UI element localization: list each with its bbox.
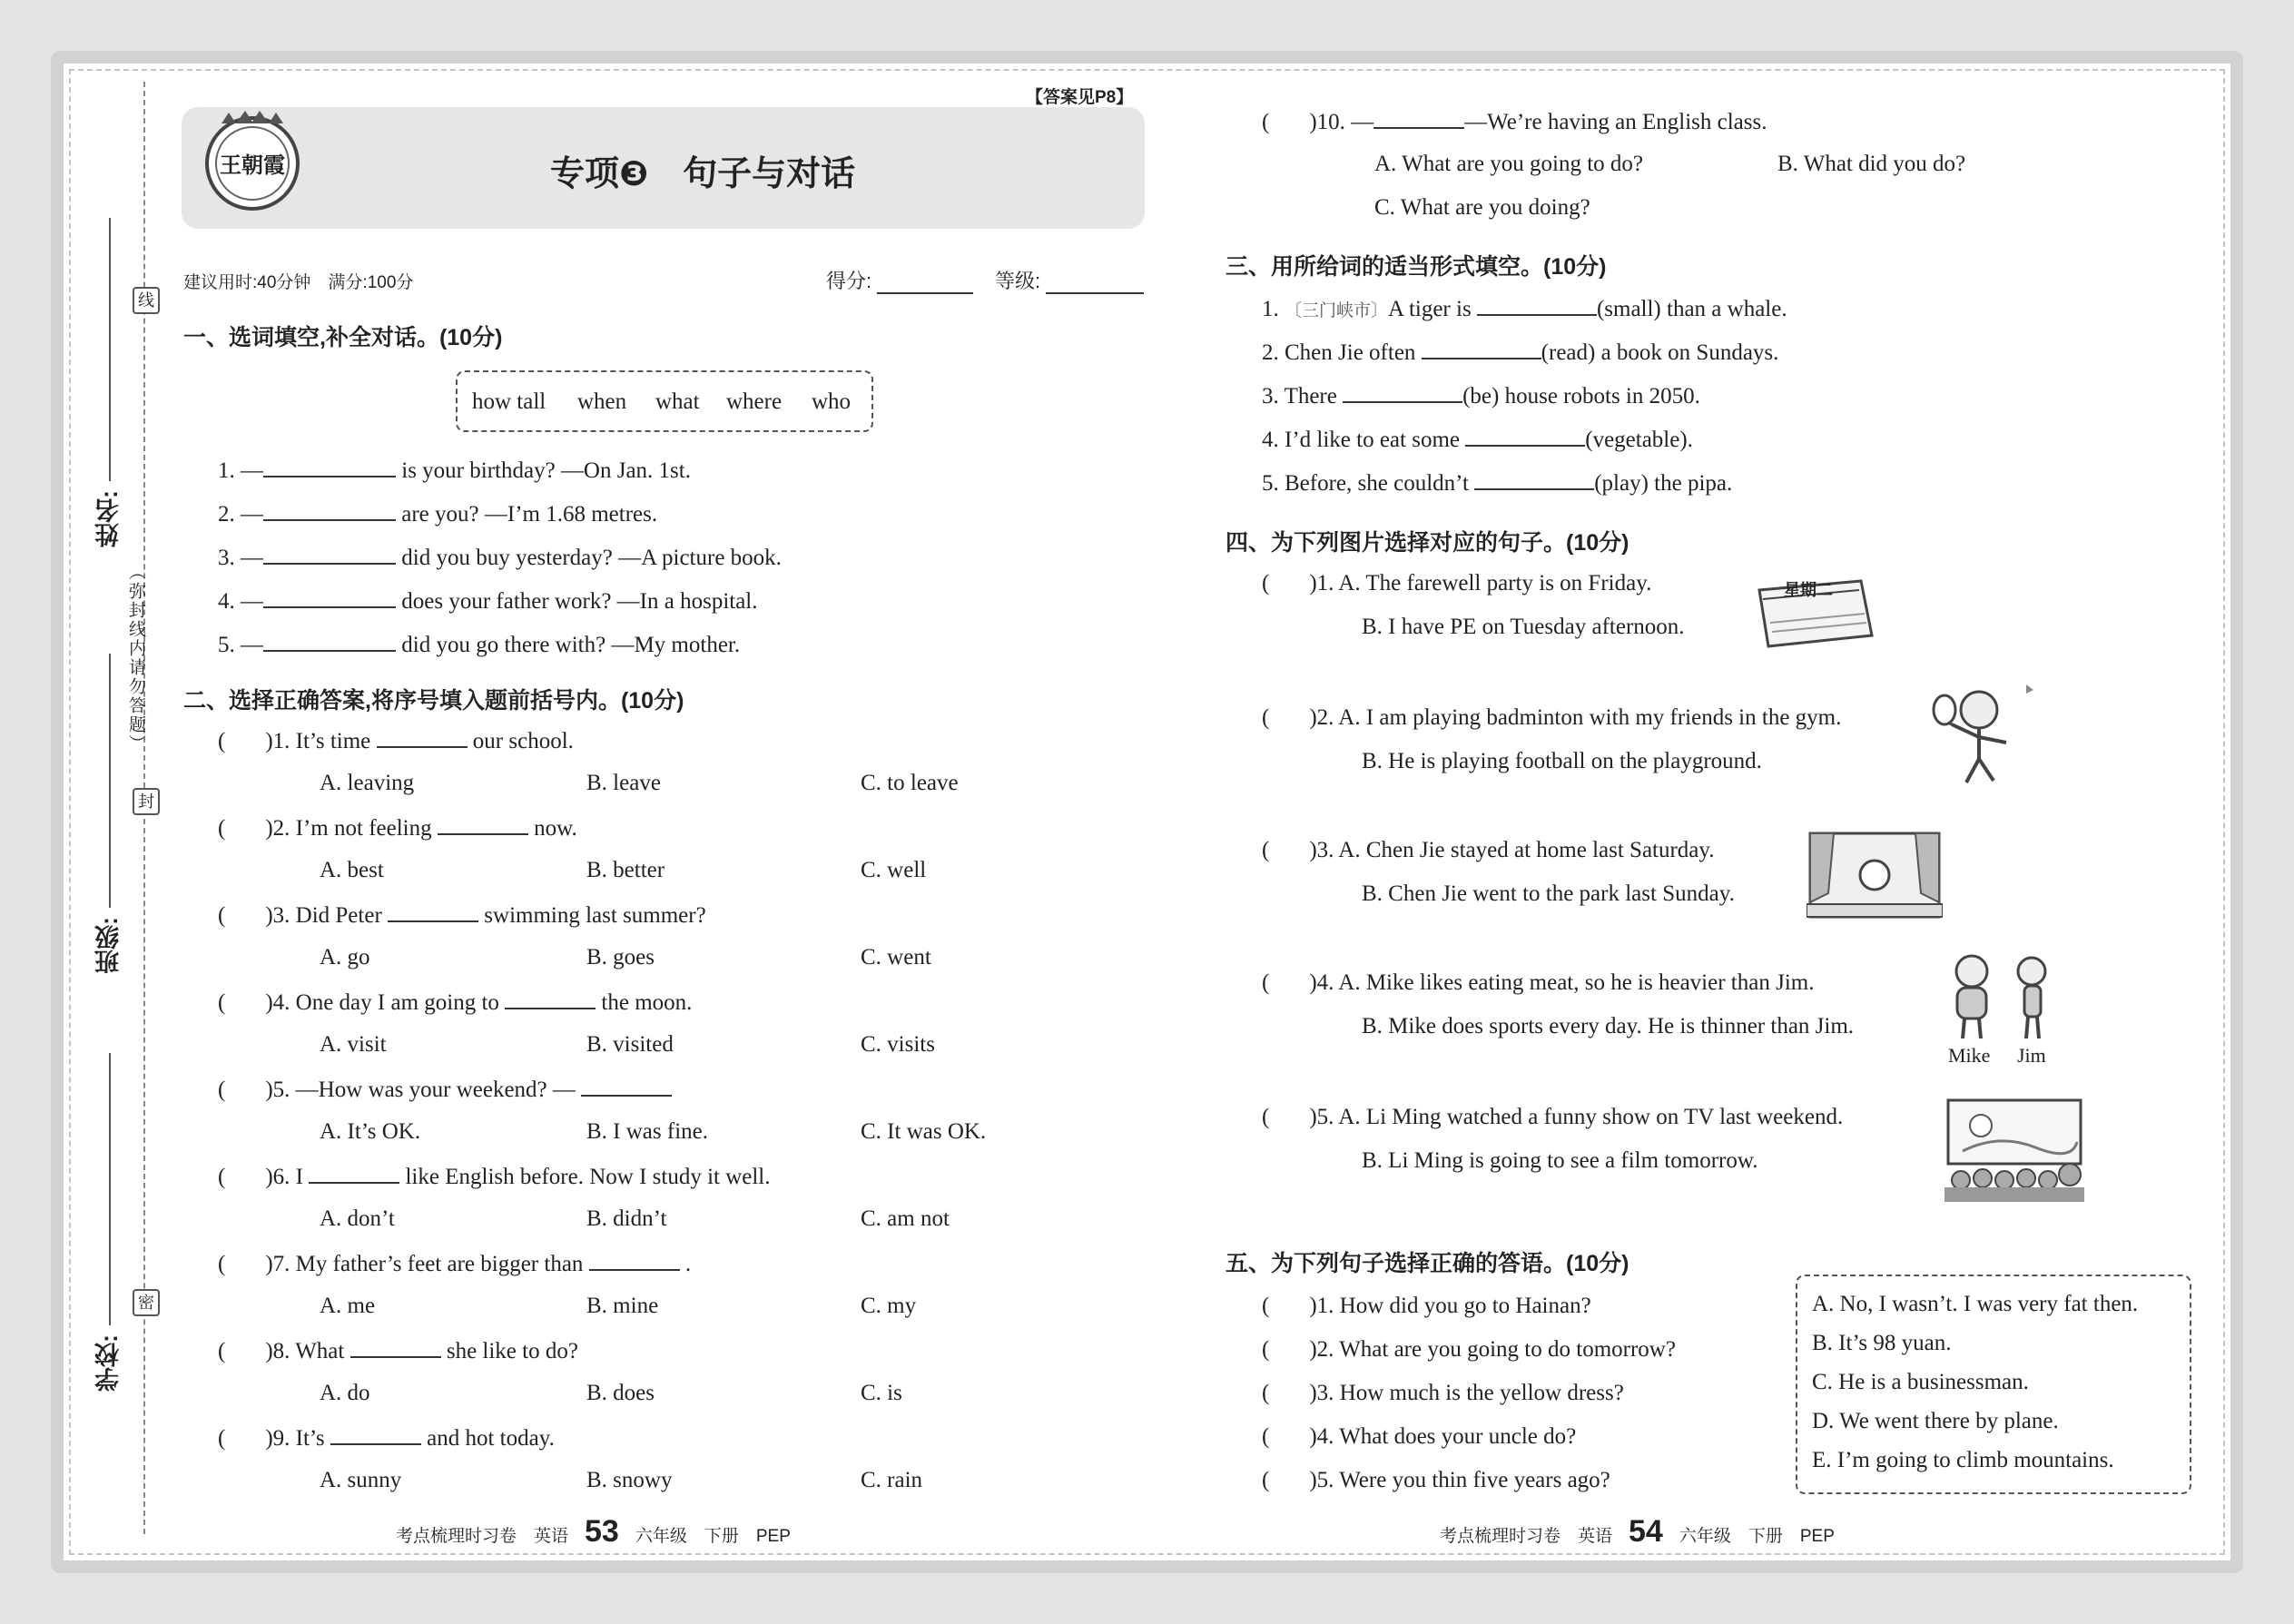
option-b: B. mine <box>586 1294 659 1318</box>
option-a: )4. A. Mike likes eating meat, so he is heavier than Jim. <box>1309 970 1815 995</box>
question-stem: )9. It’s <box>265 1426 325 1451</box>
item-num: 1. <box>1262 297 1279 321</box>
item-text-end: (small) than a whale. <box>1596 297 1787 321</box>
option-a: A. best <box>320 858 384 882</box>
binding-char-mi: 密 <box>133 1289 160 1316</box>
mc-question: ( )1. It’s time our school. <box>218 726 574 755</box>
cinema-image <box>1944 1097 2084 1202</box>
binding-char-feng: 封 <box>133 788 160 815</box>
pic-question: ( )2. A. I am playing badminton with my friends in the gym. <box>1262 705 1842 730</box>
part3-item <box>1262 338 1778 367</box>
binding-note: （弥封线内请勿答题） <box>126 563 145 753</box>
footer-text: 考点梳理时习卷 英语 <box>396 1527 569 1546</box>
option-b: B. I have PE on Tuesday afternoon. <box>1362 615 1685 639</box>
logo-text: 王朝霞 <box>220 153 285 178</box>
footer-text: 考点梳理时习卷 英语 <box>1440 1527 1613 1546</box>
option-a: )2. A. I am playing badminton with my friends in the gym. <box>1309 705 1842 730</box>
item-text-end: (vegetable). <box>1585 428 1693 452</box>
name-label: 姓名: <box>95 490 123 547</box>
question-stem: )4. One day I am going to <box>265 990 499 1015</box>
question-text: )5. Were you thin five years ago? <box>1309 1468 1610 1492</box>
item-num: 5. — <box>218 633 263 657</box>
option-a: A. go <box>320 945 370 969</box>
question-stem-end: swimming last summer? <box>484 903 706 928</box>
item-num: 2. — <box>218 502 263 527</box>
answer-option: B. It’s 98 yuan. <box>1812 1331 1952 1355</box>
answer-ref: 【答案见P8】 <box>1026 88 1134 107</box>
mc-question: ( )10. — —We’re having an English class. <box>1262 107 1767 136</box>
option-b: B. didn’t <box>586 1206 667 1231</box>
question-stem: )5. —How was your weekend? — <box>265 1078 576 1102</box>
question-stem-end: she like to do? <box>446 1339 578 1363</box>
option-c: C. went <box>861 945 931 969</box>
class-blank <box>109 654 111 908</box>
school-blank <box>109 1053 111 1325</box>
option-a: )3. A. Chen Jie stayed at home last Saturday. <box>1309 838 1715 862</box>
item-text-end: (play) the pipa. <box>1594 471 1733 496</box>
section-title: 专项❸ 句子与对话 <box>550 155 856 193</box>
footer-text: 六年级 下册 PEP <box>1679 1527 1835 1546</box>
part3-item <box>1262 381 1700 410</box>
pic-question: ( )1. A. The farewell party is on Friday. <box>1262 571 1652 595</box>
item-text: did you buy yesterday? —A picture book. <box>401 546 782 570</box>
option-b: B. Mike does sports every day. He is thinner than Jim. <box>1362 1014 1855 1038</box>
match-question: ( )2. What are you going to do tomorrow? <box>1262 1337 1676 1362</box>
part1-item <box>218 543 782 572</box>
question-stem: )2. I’m not feeling <box>265 816 432 841</box>
question-text: )4. What does your uncle do? <box>1309 1424 1577 1449</box>
calendar-image <box>1752 572 1879 652</box>
option-c: C. am not <box>861 1206 950 1231</box>
option-a: A. don’t <box>320 1206 395 1231</box>
answer-option: C. He is a businessman. <box>1812 1370 2029 1394</box>
option-a: A. It’s OK. <box>320 1119 421 1144</box>
option-a: )5. A. Li Ming watched a funny show on TV last weekend. <box>1309 1105 1844 1129</box>
logo-badge <box>198 105 307 214</box>
match-question: ( )5. Were you thin five years ago? <box>1262 1468 1610 1492</box>
mc-question: ( )9. It’s and hot today. <box>218 1423 555 1452</box>
part5-title: 五、为下列句子选择正确的答语。(10分) <box>1226 1251 1629 1276</box>
name-blank <box>109 218 111 481</box>
answer-blank[interactable] <box>263 586 396 608</box>
answer-blank[interactable] <box>438 813 528 835</box>
option-c: C. to leave <box>861 771 959 795</box>
item-num: 3. — <box>218 546 263 570</box>
question-text: )1. How did you go to Hainan? <box>1309 1294 1591 1318</box>
answer-blank[interactable] <box>263 456 396 477</box>
item-text: Before, she couldn’t <box>1285 471 1469 496</box>
item-num: 4. <box>1262 428 1279 452</box>
option-a: A. What are you going to do? <box>1374 152 1643 176</box>
page-number: 53 <box>585 1514 619 1549</box>
answer-blank[interactable] <box>589 1249 680 1271</box>
item-text: did you go there with? —My mother. <box>401 633 741 657</box>
answer-blank[interactable] <box>350 1336 441 1358</box>
part3-title: 三、用所给词的适当形式填空。(10分) <box>1226 254 1607 280</box>
page-number: 54 <box>1629 1514 1663 1549</box>
score-label: 得分: <box>826 270 872 292</box>
answer-blank[interactable] <box>263 630 396 652</box>
match-question: ( )4. What does your uncle do? <box>1262 1424 1577 1449</box>
window-girl-image <box>1807 830 1943 920</box>
mc-question: ( )4. One day I am going to the moon. <box>218 988 692 1017</box>
answer-blank[interactable] <box>309 1162 399 1184</box>
item-num: 4. — <box>218 589 263 614</box>
item-num: 1. — <box>218 458 263 483</box>
answer-blank[interactable] <box>1477 294 1597 316</box>
question-stem-end: and hot today. <box>427 1426 555 1451</box>
option-b: B. snowy <box>586 1468 673 1492</box>
word-bank-word: where <box>726 389 783 414</box>
answer-blank[interactable] <box>1422 338 1541 359</box>
question-stem-end: —We’re having an English class. <box>1464 110 1767 134</box>
part3-item <box>1262 425 1693 454</box>
answer-blank[interactable] <box>1465 425 1585 447</box>
option-b: B. leave <box>586 771 661 795</box>
option-a: )1. A. The farewell party is on Friday. <box>1309 571 1652 595</box>
item-num: 5. <box>1262 471 1279 496</box>
item-text: There <box>1284 384 1337 408</box>
item-text-end: (read) a book on Sundays. <box>1541 340 1779 365</box>
footer-left <box>396 1514 791 1550</box>
option-b: B. He is playing football on the playground. <box>1362 749 1762 773</box>
option-c: C. well <box>861 858 927 882</box>
option-b: B. I was fine. <box>586 1119 708 1144</box>
school-label: 学校: <box>95 1334 123 1392</box>
option-c: C. rain <box>861 1468 923 1492</box>
part3-item <box>1262 294 1787 325</box>
pic-question: ( )5. A. Li Ming watched a funny show on TV last weekend. <box>1262 1105 1844 1129</box>
answer-blank[interactable] <box>377 726 468 748</box>
option-b: B. goes <box>586 945 655 969</box>
part1-title: 一、选词填空,补全对话。(10分) <box>183 325 503 350</box>
answer-blank[interactable] <box>1343 381 1462 403</box>
item-text: A tiger is <box>1388 297 1472 321</box>
option-a: A. leaving <box>320 771 415 795</box>
class-label: 班级: <box>95 917 123 974</box>
question-stem-end: like English before. Now I study it well. <box>405 1165 771 1189</box>
mike-label: Mike <box>1948 1044 1991 1067</box>
part4-title: 四、为下列图片选择对应的句子。(10分) <box>1226 530 1629 556</box>
part1-item <box>218 630 740 659</box>
mc-question: ( )6. I like English before. Now I study it well. <box>218 1162 771 1191</box>
answer-blank[interactable] <box>505 988 596 1009</box>
grade-blank <box>1046 292 1144 294</box>
item-num: 2. <box>1262 340 1279 365</box>
option-a: A. me <box>320 1294 376 1318</box>
mike-jim-image <box>1943 951 2061 1042</box>
answer-blank[interactable] <box>330 1423 421 1445</box>
match-question: ( )3. How much is the yellow dress? <box>1262 1381 1624 1405</box>
region-tag: 〔三门峡市〕 <box>1285 301 1389 320</box>
question-stem-end: . <box>684 1252 692 1276</box>
question-stem: )1. It’s time <box>265 729 371 753</box>
option-c: C. visits <box>861 1032 935 1057</box>
part2-title: 二、选择正确答案,将序号填入题前括号内。(10分) <box>183 688 684 714</box>
question-stem-end: now. <box>534 816 577 841</box>
option-b: B. What did you do? <box>1777 152 1966 176</box>
option-b: B. better <box>586 858 665 882</box>
option-c: C. my <box>861 1294 917 1318</box>
option-b: B. does <box>586 1381 655 1405</box>
meta-time: 建议用时:40分钟 满分:100分 <box>183 273 414 292</box>
question-text: )3. How much is the yellow dress? <box>1309 1381 1624 1405</box>
option-c: C. What are you doing? <box>1374 195 1590 220</box>
mc-question: ( )5. —How was your weekend? — <box>218 1075 672 1104</box>
item-text: Chen Jie often <box>1285 340 1416 365</box>
footer-right <box>1440 1514 1835 1550</box>
answer-blank[interactable] <box>581 1075 672 1097</box>
answer-blank[interactable] <box>263 543 396 565</box>
mc-question: ( )3. Did Peter swimming last summer? <box>218 901 706 930</box>
score-blank <box>877 292 973 294</box>
question-stem: )10. — <box>1309 110 1374 134</box>
footer-text: 六年级 下册 PEP <box>635 1527 791 1546</box>
pic-question: ( )4. A. Mike likes eating meat, so he is heavier than Jim. <box>1262 970 1815 995</box>
mc-question: ( )2. I’m not feeling now. <box>218 813 577 842</box>
part1-item <box>218 586 758 615</box>
question-stem: )6. I <box>265 1165 303 1189</box>
option-c: C. is <box>861 1381 902 1405</box>
binding-char-xian: 线 <box>133 287 160 314</box>
item-text: is your birthday? —On Jan. 1st. <box>401 458 691 483</box>
mc-question: ( )7. My father’s feet are bigger than . <box>218 1249 691 1278</box>
option-c: C. It was OK. <box>861 1119 987 1144</box>
word-bank-word: when <box>577 389 627 414</box>
grade-label: 等级: <box>995 270 1041 292</box>
part3-item <box>1262 468 1732 497</box>
option-b: B. Li Ming is going to see a film tomorrow. <box>1362 1148 1758 1173</box>
item-text: does your father work? —In a hospital. <box>401 589 758 614</box>
calendar-text: 星期二 <box>1784 581 1833 600</box>
pic-question: ( )3. A. Chen Jie stayed at home last Saturday. <box>1262 838 1715 862</box>
question-stem: )8. What <box>265 1339 345 1363</box>
item-text: I’d like to eat some <box>1285 428 1460 452</box>
mc-question: ( )8. What she like to do? <box>218 1336 578 1365</box>
badminton-boy-image <box>1925 679 2043 788</box>
answer-option: D. We went there by plane. <box>1812 1409 2059 1433</box>
question-stem-end: the moon. <box>601 990 693 1015</box>
option-a: A. visit <box>320 1032 387 1057</box>
question-text: )2. What are you going to do tomorrow? <box>1309 1337 1676 1362</box>
word-bank-word: who <box>812 389 852 414</box>
answer-option: A. No, I wasn’t. I was very fat then. <box>1812 1292 2139 1316</box>
part1-item <box>218 456 691 485</box>
item-num: 3. <box>1262 384 1279 408</box>
question-stem: )3. Did Peter <box>265 903 382 928</box>
question-stem-end: our school. <box>472 729 574 753</box>
word-bank-word: what <box>655 389 700 414</box>
option-a: A. sunny <box>320 1468 402 1492</box>
answer-blank[interactable] <box>263 499 396 521</box>
answer-blank[interactable] <box>1373 107 1464 129</box>
item-text: are you? —I’m 1.68 metres. <box>401 502 658 527</box>
answer-blank[interactable] <box>1474 468 1594 490</box>
option-b: B. Chen Jie went to the park last Sunday. <box>1362 881 1735 906</box>
word-bank-word: how tall <box>472 389 546 414</box>
part1-item <box>218 499 657 528</box>
option-b: B. visited <box>586 1032 674 1057</box>
answer-option: E. I’m going to climb mountains. <box>1812 1448 2114 1472</box>
question-stem: )7. My father’s feet are bigger than <box>265 1252 584 1276</box>
answer-blank[interactable] <box>388 901 478 922</box>
jim-label: Jim <box>2017 1044 2046 1067</box>
match-question: ( )1. How did you go to Hainan? <box>1262 1294 1591 1318</box>
option-a: A. do <box>320 1381 370 1405</box>
item-text-end: (be) house robots in 2050. <box>1462 384 1700 408</box>
